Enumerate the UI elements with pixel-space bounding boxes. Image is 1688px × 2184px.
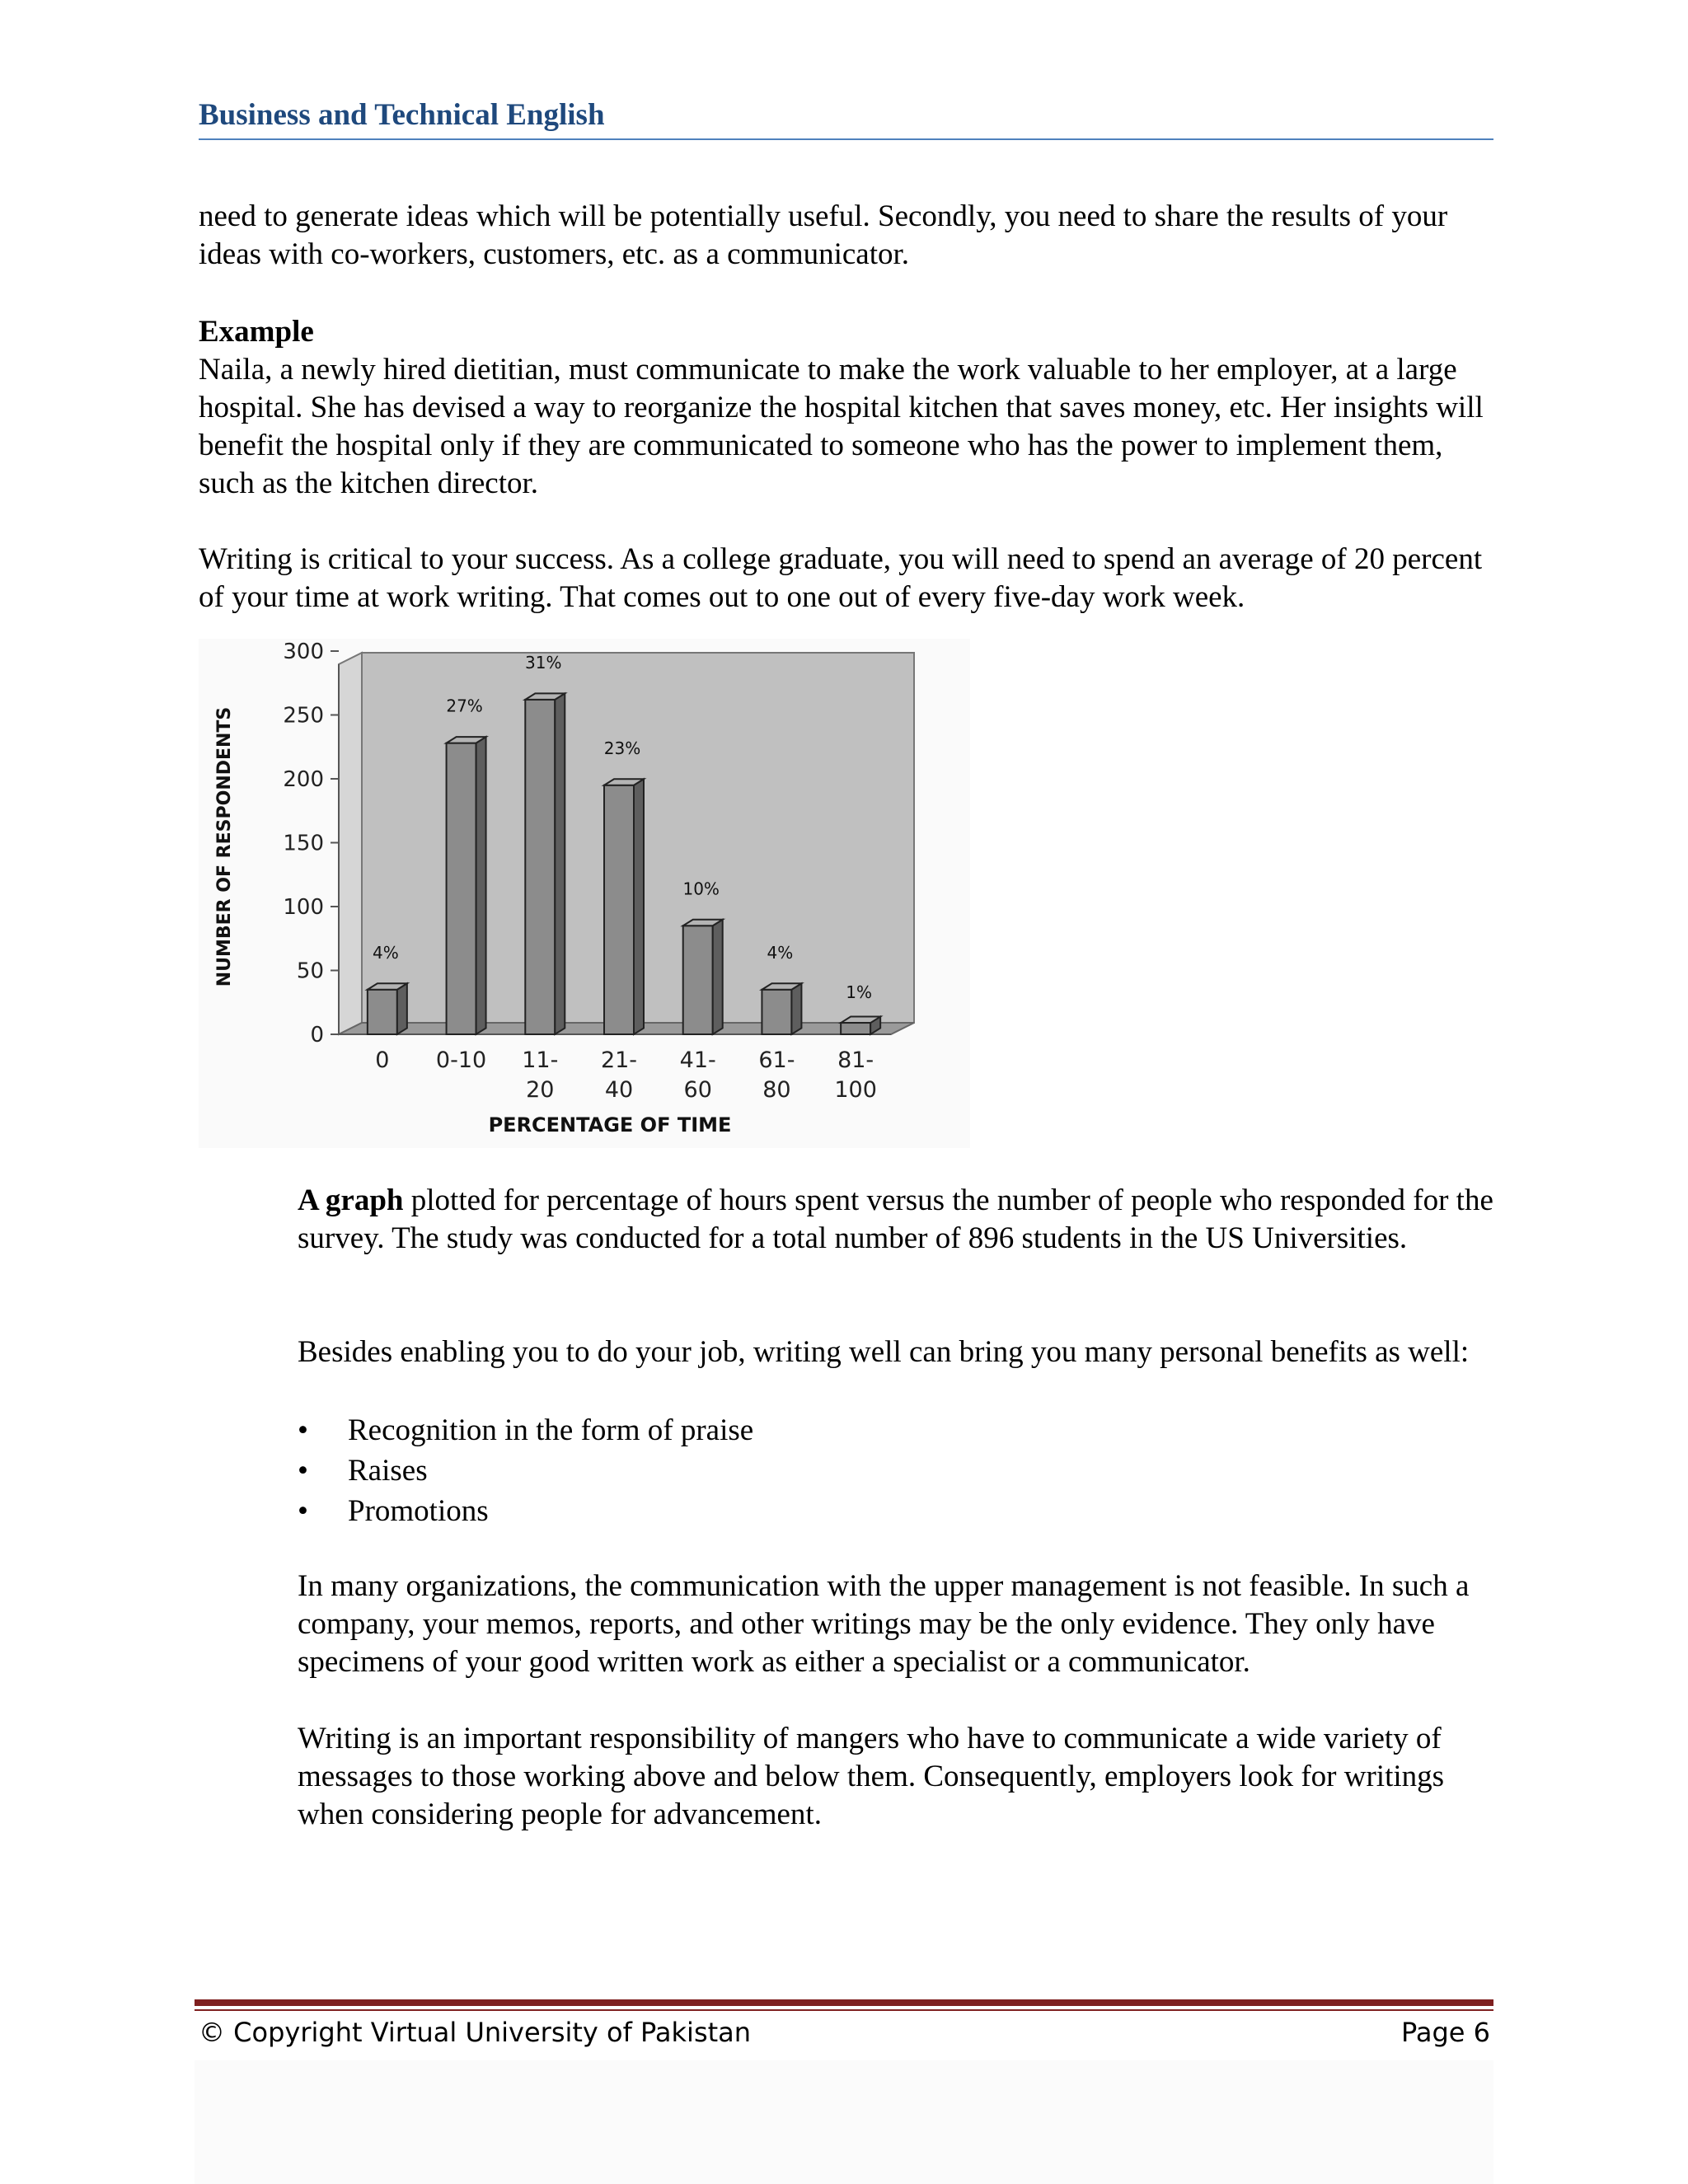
data-label: 27%: [446, 696, 483, 716]
footer-copyright: © Copyright Virtual University of Pakistan: [199, 2017, 752, 2048]
respondents-bar-chart: [199, 639, 970, 1148]
bar: [762, 990, 791, 1034]
data-label: 4%: [767, 942, 794, 963]
x-tick-label: 20: [526, 1077, 555, 1103]
bullet-icon: •: [298, 1454, 308, 1488]
writing-success-paragraph: Writing is critical to your success. As a college graduate, you will need to spend an average of 20 percent of your time at work writing. That comes out to one out of every five-day work week.: [199, 542, 1483, 614]
data-label: 1%: [846, 982, 873, 1003]
intro-paragraph: need to generate ideas which will be potentially useful. Secondly, you need to share the results of your ideas with co-workers, customers, etc. as a communicator.: [199, 199, 1448, 271]
footer-divider-thick: [195, 1999, 1493, 2006]
example-heading: Example: [199, 315, 314, 349]
y-tick-label: 100: [283, 895, 324, 920]
list-item-text: Raises: [348, 1454, 428, 1488]
x-tick-label: 61-: [758, 1047, 795, 1073]
data-label: 4%: [372, 942, 399, 963]
list-item-text: Promotions: [348, 1494, 489, 1528]
x-tick-label: 11-: [522, 1047, 559, 1073]
bullet-icon: •: [298, 1494, 308, 1528]
graph-caption-bold: A graph: [298, 1183, 404, 1217]
running-header-title: Business and Technical English: [199, 98, 605, 132]
data-label: 23%: [603, 738, 641, 758]
chart-canvas: [199, 639, 970, 1148]
bar: [368, 990, 397, 1034]
footer-divider-thin: [195, 2009, 1493, 2011]
bar-side: [634, 779, 644, 1034]
x-axis-title: PERCENTAGE OF TIME: [488, 1113, 732, 1137]
y-tick-label: 250: [283, 703, 324, 729]
chart-side-wall: [339, 653, 362, 1034]
example-paragraph: Naila, a newly hired dietitian, must communicate to make the work valuable to her employer, at a large hospital. She has devised a way to reorganize the hospital kitchen that saves money, etc. Her insights will benefit the hospital only if they are communicated to someone who has the power to implement them, such as the kitchen director.: [199, 353, 1484, 500]
bar: [604, 785, 634, 1034]
footer-page-number: Page 6: [1401, 2017, 1490, 2048]
y-tick-label: 0: [310, 1023, 324, 1047]
y-tick-label: 300: [283, 640, 324, 664]
y-tick-label: 200: [283, 767, 324, 792]
graph-caption-text: plotted for percentage of hours spent versus the number of people who responded for the survey. The study was conducted for a total number of 896 students in the US Universities.: [298, 1183, 1493, 1255]
bar: [447, 743, 476, 1034]
bar: [683, 926, 713, 1034]
list-item: [298, 1491, 753, 1531]
bar: [841, 1023, 870, 1034]
footer-band: [195, 2060, 1493, 2184]
organizations-paragraph: In many organizations, the communication with the upper management is not feasible. In such a company, your memos, reports, and other writings may be the only evidence. They only have specimens of your good written work as either a specialist or a communicator.: [298, 1569, 1470, 1679]
list-item: [298, 1410, 753, 1451]
x-tick-label: 81-: [837, 1047, 874, 1073]
x-tick-label: 0-10: [435, 1047, 487, 1073]
list-item-text: Recognition in the form of praise: [348, 1413, 754, 1447]
x-tick-label: 41-: [679, 1047, 716, 1073]
bar-side: [397, 983, 407, 1034]
list-item: [298, 1451, 753, 1491]
x-tick-label: 60: [683, 1077, 712, 1103]
x-tick-label: 40: [604, 1077, 634, 1103]
x-tick-label: 21-: [600, 1047, 638, 1073]
graph-caption: [298, 1182, 1497, 1258]
bar-side: [476, 737, 486, 1034]
x-tick-label: 80: [762, 1077, 791, 1103]
data-label: 10%: [682, 879, 720, 899]
y-axis-title: NUMBER OF RESPONDENTS: [214, 706, 235, 987]
y-tick-label: 50: [296, 958, 324, 984]
bar-side: [713, 920, 723, 1034]
bar-side: [555, 693, 565, 1034]
benefits-paragraph: Besides enabling you to do your job, writing well can bring you many personal benefits as well:: [298, 1335, 1470, 1369]
bar: [525, 700, 555, 1034]
header-divider: [199, 138, 1493, 140]
bar-side: [791, 983, 801, 1034]
y-tick-label: 150: [283, 831, 324, 856]
bullet-icon: •: [298, 1413, 308, 1447]
x-tick-label: 100: [834, 1077, 877, 1103]
managers-paragraph: Writing is an important responsibility of mangers who have to communicate a wide variety of messages to those working above and below them. Consequently, employers look for writings when considering people for advancement.: [298, 1722, 1445, 1831]
x-tick-label: 0: [375, 1047, 390, 1073]
data-label: 31%: [525, 652, 562, 673]
benefits-list: [298, 1410, 753, 1531]
